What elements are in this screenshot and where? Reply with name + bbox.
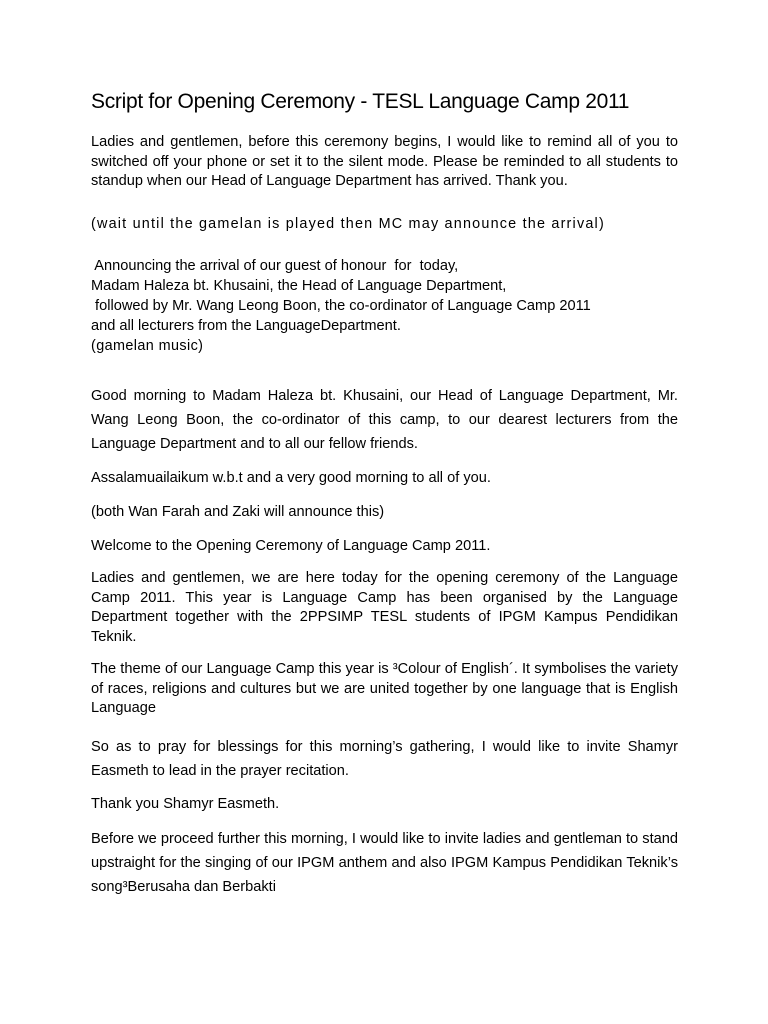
paragraph-thanks: Thank you Shamyr Easmeth. (91, 796, 280, 812)
paragraph-greeting: Good morning to Madam Haleza bt. Khusaini, our Head of Language Department, Mr. Wang Leong Boon, the co-ordinator of this camp, to our dearest lecturers from the Language Department and to all our fellow friends. (91, 388, 678, 452)
stage-direction-arrival: (wait until the gamelan is played then MC may announce the arrival) (91, 216, 605, 232)
paragraph-welcome: Welcome to the Opening Ceremony of Language Camp 2011. (91, 538, 491, 554)
paragraph-reminder: Ladies and gentlemen, before this ceremony begins, I would like to remind all of you to switched off your phone or set it to the silent mode. Please be reminded to all students to standup when our Head of Language Department has arrived. Thank you. (91, 134, 678, 189)
paragraph-prayer: So as to pray for blessings for this morning’s gathering, I would like to invite Shamyr Easmeth to lead in the prayer recitation. (91, 739, 678, 779)
announcement-line: and all lecturers from the LanguageDepartment. (91, 318, 401, 334)
announcement-line: Announcing the arrival of our guest of honour for today, (91, 258, 459, 274)
paragraph-salam: Assalamuailaikum w.b.t and a very good morning to all of you. (91, 470, 491, 486)
paragraph-theme: The theme of our Language Camp this year is ³Colour of English´. It symbolises the variety of races, religions and cultures but we are united together by one language that is English Language (91, 661, 678, 716)
paragraph-introduction: Ladies and gentlemen, we are here today for the opening ceremony of the Language Camp 2011. This year is Language Camp has been organised by the Language Department together with the 2PPSIMP TESL students of IPGM Kampus Pendidikan Teknik. (91, 570, 678, 645)
announcement-line: Madam Haleza bt. Khusaini, the Head of Language Department, (91, 278, 507, 294)
paragraph-anthem: Before we proceed further this morning, I would like to invite ladies and gentleman to stand upstraight for the singing of our IPGM anthem and also IPGM Kampus Pendidikan Teknik’s song³Berusaha dan Berbakti (91, 831, 678, 895)
announcement-line: followed by Mr. Wang Leong Boon, the co-ordinator of Language Camp 2011 (91, 298, 591, 314)
stage-direction-music: (gamelan music) (91, 338, 204, 354)
page-title: Script for Opening Ceremony - TESL Language Camp 2011 (91, 90, 630, 113)
stage-direction-hosts: (both Wan Farah and Zaki will announce this) (91, 504, 385, 520)
announcement-block (91, 256, 678, 356)
